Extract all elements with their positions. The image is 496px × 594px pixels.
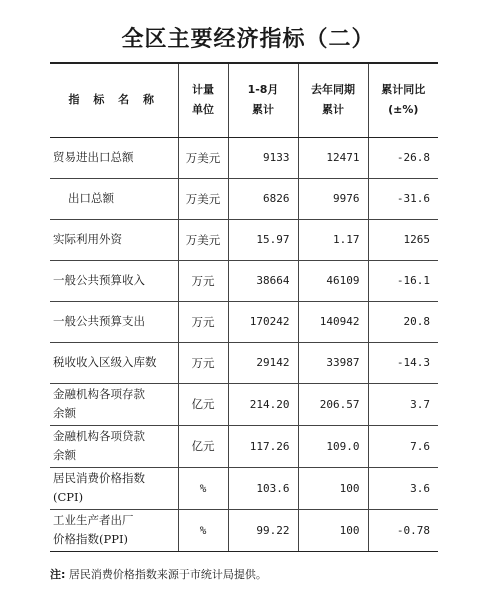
footnote-label: 注: [50, 568, 66, 581]
row-yoy: -16.1 [368, 260, 438, 301]
row-unit: 万美元 [178, 219, 228, 260]
indicators-table [50, 62, 438, 552]
row-previous: 12471 [298, 137, 368, 178]
footnote-text: 居民消费价格指数来源于市统计局提供。 [68, 568, 267, 581]
row-yoy: 3.6 [368, 467, 438, 509]
row-current: 38664 [228, 260, 298, 301]
row-previous: 206.57 [298, 383, 368, 425]
row-unit: 万元 [178, 342, 228, 383]
table-row [50, 219, 438, 260]
row-current: 103.6 [228, 467, 298, 509]
row-current: 99.22 [228, 509, 298, 551]
row-name: 工业生产者出厂 价格指数(PPI) [50, 509, 178, 551]
row-unit: 万美元 [178, 178, 228, 219]
row-name: 实际利用外资 [50, 219, 178, 260]
table-row [50, 383, 438, 425]
table-row [50, 342, 438, 383]
footnote [50, 566, 267, 582]
header-previous-period: 去年同期 累计 [298, 63, 368, 137]
row-name: 税收收入区级入库数 [50, 342, 178, 383]
row-previous: 100 [298, 467, 368, 509]
header-current-period: 1-8月 累计 [228, 63, 298, 137]
row-yoy: 20.8 [368, 301, 438, 342]
row-name: 一般公共预算支出 [50, 301, 178, 342]
row-current: 170242 [228, 301, 298, 342]
row-yoy: -31.6 [368, 178, 438, 219]
row-current: 15.97 [228, 219, 298, 260]
header-unit: 计量 单位 [178, 63, 228, 137]
row-unit: 亿元 [178, 383, 228, 425]
row-yoy: 3.7 [368, 383, 438, 425]
row-previous: 46109 [298, 260, 368, 301]
header-indicator-name: 指 标 名 称 [50, 63, 178, 137]
table-row [50, 425, 438, 467]
row-yoy: -26.8 [368, 137, 438, 178]
row-unit: % [178, 467, 228, 509]
row-unit: % [178, 509, 228, 551]
table-row [50, 178, 438, 219]
row-previous: 109.0 [298, 425, 368, 467]
row-previous: 1.17 [298, 219, 368, 260]
row-name: 金融机构各项贷款 余额 [50, 425, 178, 467]
row-unit: 亿元 [178, 425, 228, 467]
row-yoy: -14.3 [368, 342, 438, 383]
row-current: 117.26 [228, 425, 298, 467]
table-row [50, 509, 438, 551]
row-yoy: 7.6 [368, 425, 438, 467]
row-current: 6826 [228, 178, 298, 219]
row-previous: 9976 [298, 178, 368, 219]
table-header-row [50, 63, 438, 137]
table-row [50, 301, 438, 342]
row-unit: 万元 [178, 260, 228, 301]
row-previous: 100 [298, 509, 368, 551]
row-previous: 140942 [298, 301, 368, 342]
table-row [50, 137, 438, 178]
table-row [50, 260, 438, 301]
row-yoy: -0.78 [368, 509, 438, 551]
row-current: 29142 [228, 342, 298, 383]
row-yoy: 1265 [368, 219, 438, 260]
row-previous: 33987 [298, 342, 368, 383]
row-current: 214.20 [228, 383, 298, 425]
row-current: 9133 [228, 137, 298, 178]
row-unit: 万美元 [178, 137, 228, 178]
row-name: 金融机构各项存款 余额 [50, 383, 178, 425]
row-name: 居民消费价格指数 (CPI) [50, 467, 178, 509]
row-name: 出口总额 [50, 178, 178, 219]
page-title: 全区主要经济指标（二） [121, 27, 375, 52]
row-name: 贸易进出口总额 [50, 137, 178, 178]
row-name: 一般公共预算收入 [50, 260, 178, 301]
header-yoy-change: 累计同比 (±%) [368, 63, 438, 137]
row-unit: 万元 [178, 301, 228, 342]
table-row [50, 467, 438, 509]
